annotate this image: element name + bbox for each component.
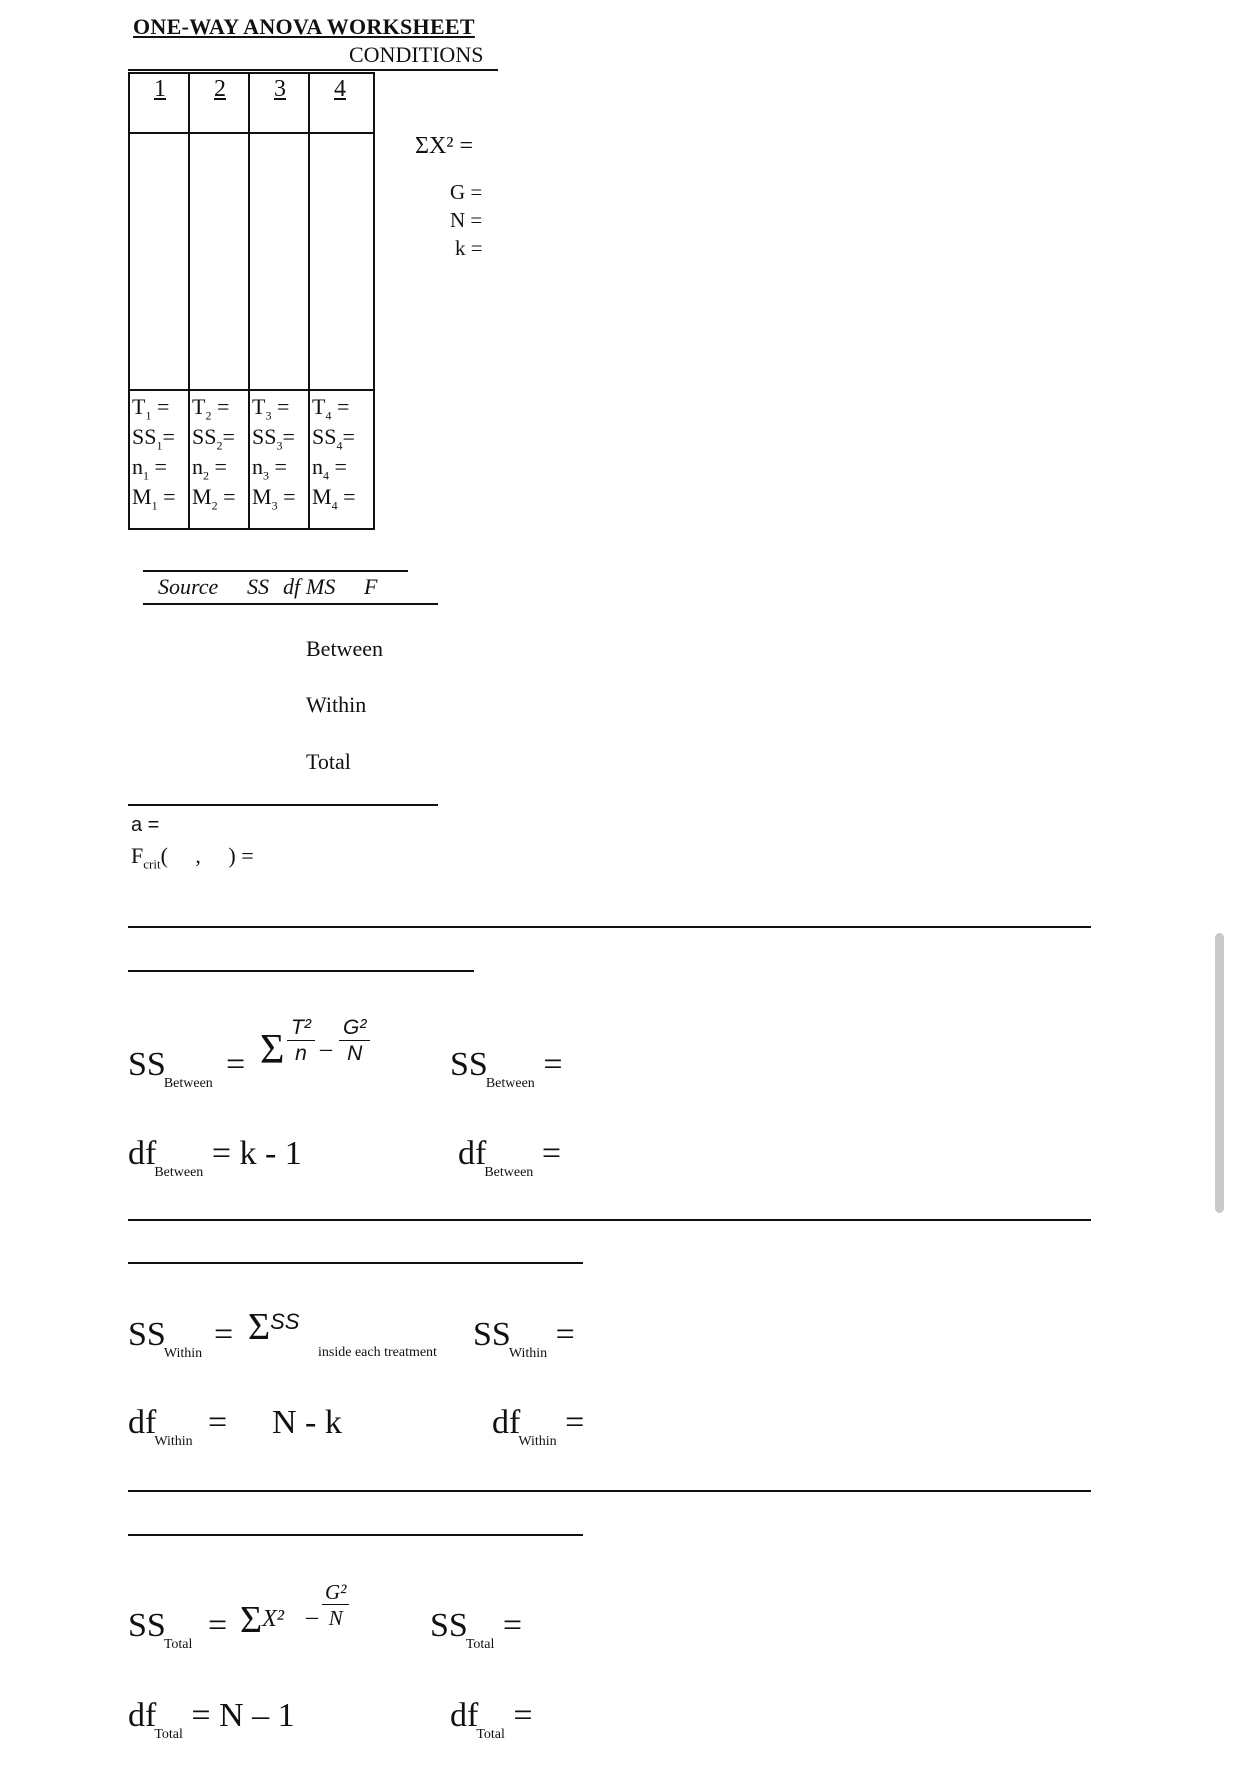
total-cell-3: $T_3$ = xyxy=(252,394,290,423)
df-total-formula: $df_{Total} = N - 1$ xyxy=(128,1697,295,1742)
separator-line-5 xyxy=(128,1490,1091,1492)
conditions-underline xyxy=(128,69,498,71)
header-ms: MS xyxy=(306,574,336,599)
n-cell-4: $n_4$ = xyxy=(312,454,347,483)
k-label: k = xyxy=(455,236,483,260)
worksheet-title: ONE-WAY ANOVA WORKSHEET xyxy=(133,14,475,39)
separator-line-6 xyxy=(128,1534,583,1536)
ss-within-note: inside each treatment xyxy=(318,1345,437,1360)
n-cell-2: $n_2$ = xyxy=(192,454,227,483)
anova-header-rule xyxy=(143,603,438,605)
df-within-formula-label: $df_{Within}$ xyxy=(128,1404,193,1449)
separator-line-2 xyxy=(128,970,474,972)
conditions-table xyxy=(128,72,375,530)
ss-within-sigma: $\Sigma^{SS}$ xyxy=(248,1306,300,1348)
ss-cell-2: $SS_2=$ xyxy=(192,424,235,453)
mean-cell-4: $M_4$ = xyxy=(312,484,356,513)
ss-between-answer-label: $SS_{Between}$ = xyxy=(450,1046,563,1091)
ss-cell-1: $SS_1=$ xyxy=(132,424,175,453)
g-squared-over-n: $\frac{\text{G²}}{N}$ xyxy=(339,1016,370,1067)
ss-between-minus: – xyxy=(320,1036,332,1062)
ss-total-formula-label: $SS_{Total}$ xyxy=(128,1607,193,1652)
column-header-4: 4 xyxy=(334,76,346,102)
separator-line-4 xyxy=(128,1262,583,1264)
df-within-expression: N - k xyxy=(272,1404,342,1441)
df-within-equals: = xyxy=(208,1404,228,1441)
conditions-label: CONDITIONS xyxy=(349,42,484,67)
df-between-formula: $df_{Between} = k - 1$ xyxy=(128,1135,302,1180)
ss-between-sigma: Σ xyxy=(260,1027,285,1073)
total-cell-1: $T_1$ = xyxy=(132,394,170,423)
separator-line-3 xyxy=(128,1219,1091,1221)
header-f: F xyxy=(364,574,378,599)
total-cell-2: $T_2$ = xyxy=(192,394,230,423)
grand-total-label: G = xyxy=(450,180,483,204)
ss-within-formula-label: $SS_{Within}$ xyxy=(128,1316,203,1361)
ss-cell-3: $SS_3=$ xyxy=(252,424,295,453)
n-cell-3: $n_3$ = xyxy=(252,454,287,483)
column-header-3: 3 xyxy=(274,76,286,102)
ss-total-equals: = xyxy=(208,1607,228,1644)
alpha-label: a = xyxy=(131,814,160,836)
ss-between-equals: = xyxy=(226,1046,246,1083)
total-cell-4: $T_4$ = xyxy=(312,394,350,423)
column-header-2: 2 xyxy=(214,76,226,102)
ss-cell-4: $SS_4=$ xyxy=(312,424,355,453)
f-critical-label: $F_{crit}$( , ) = xyxy=(131,843,254,872)
header-df: df xyxy=(283,574,301,599)
df-within-answer-label: $df_{Within}$ = xyxy=(492,1404,585,1449)
row-total: Total xyxy=(306,749,351,774)
header-source: Source xyxy=(158,574,219,599)
t-squared-over-n: $\frac{\text{T²}}{n}$ xyxy=(287,1016,315,1067)
df-total-answer-label: $df_{Total}$ = xyxy=(450,1697,533,1742)
header-ss: SS xyxy=(247,574,269,599)
row-within: Within xyxy=(306,692,367,717)
ss-total-sigma: ΣX² xyxy=(240,1599,284,1641)
column-header-1: 1 xyxy=(154,76,166,102)
total-n-label: N = xyxy=(450,208,483,232)
sum-x-squared: ΣX² = xyxy=(415,133,474,159)
anova-bottom-rule xyxy=(128,804,438,806)
ss-total-answer-label: $SS_{Total}$ = xyxy=(430,1607,523,1652)
page-scrollbar[interactable] xyxy=(1215,933,1224,1213)
df-between-answer-label: $df_{Between}$ = xyxy=(458,1135,561,1180)
ss-within-answer-label: $SS_{Within}$ = xyxy=(473,1316,575,1361)
anova-top-rule xyxy=(143,570,408,572)
ss-total-minus: – xyxy=(306,1604,318,1630)
separator-line-1 xyxy=(128,926,1091,928)
mean-cell-3: $M_3$ = xyxy=(252,484,296,513)
n-cell-1: $n_1$ = xyxy=(132,454,167,483)
row-between: Between xyxy=(306,636,383,661)
ss-within-equals: = xyxy=(214,1316,234,1353)
mean-cell-2: $M_2$ = xyxy=(192,484,236,513)
ss-between-formula-label: $SS_{Between}$ xyxy=(128,1046,213,1091)
ss-total-g-squared-over-n: $\frac{\text{G²}}{N}$ xyxy=(322,1580,349,1631)
mean-cell-1: $M_1$ = xyxy=(132,484,176,513)
